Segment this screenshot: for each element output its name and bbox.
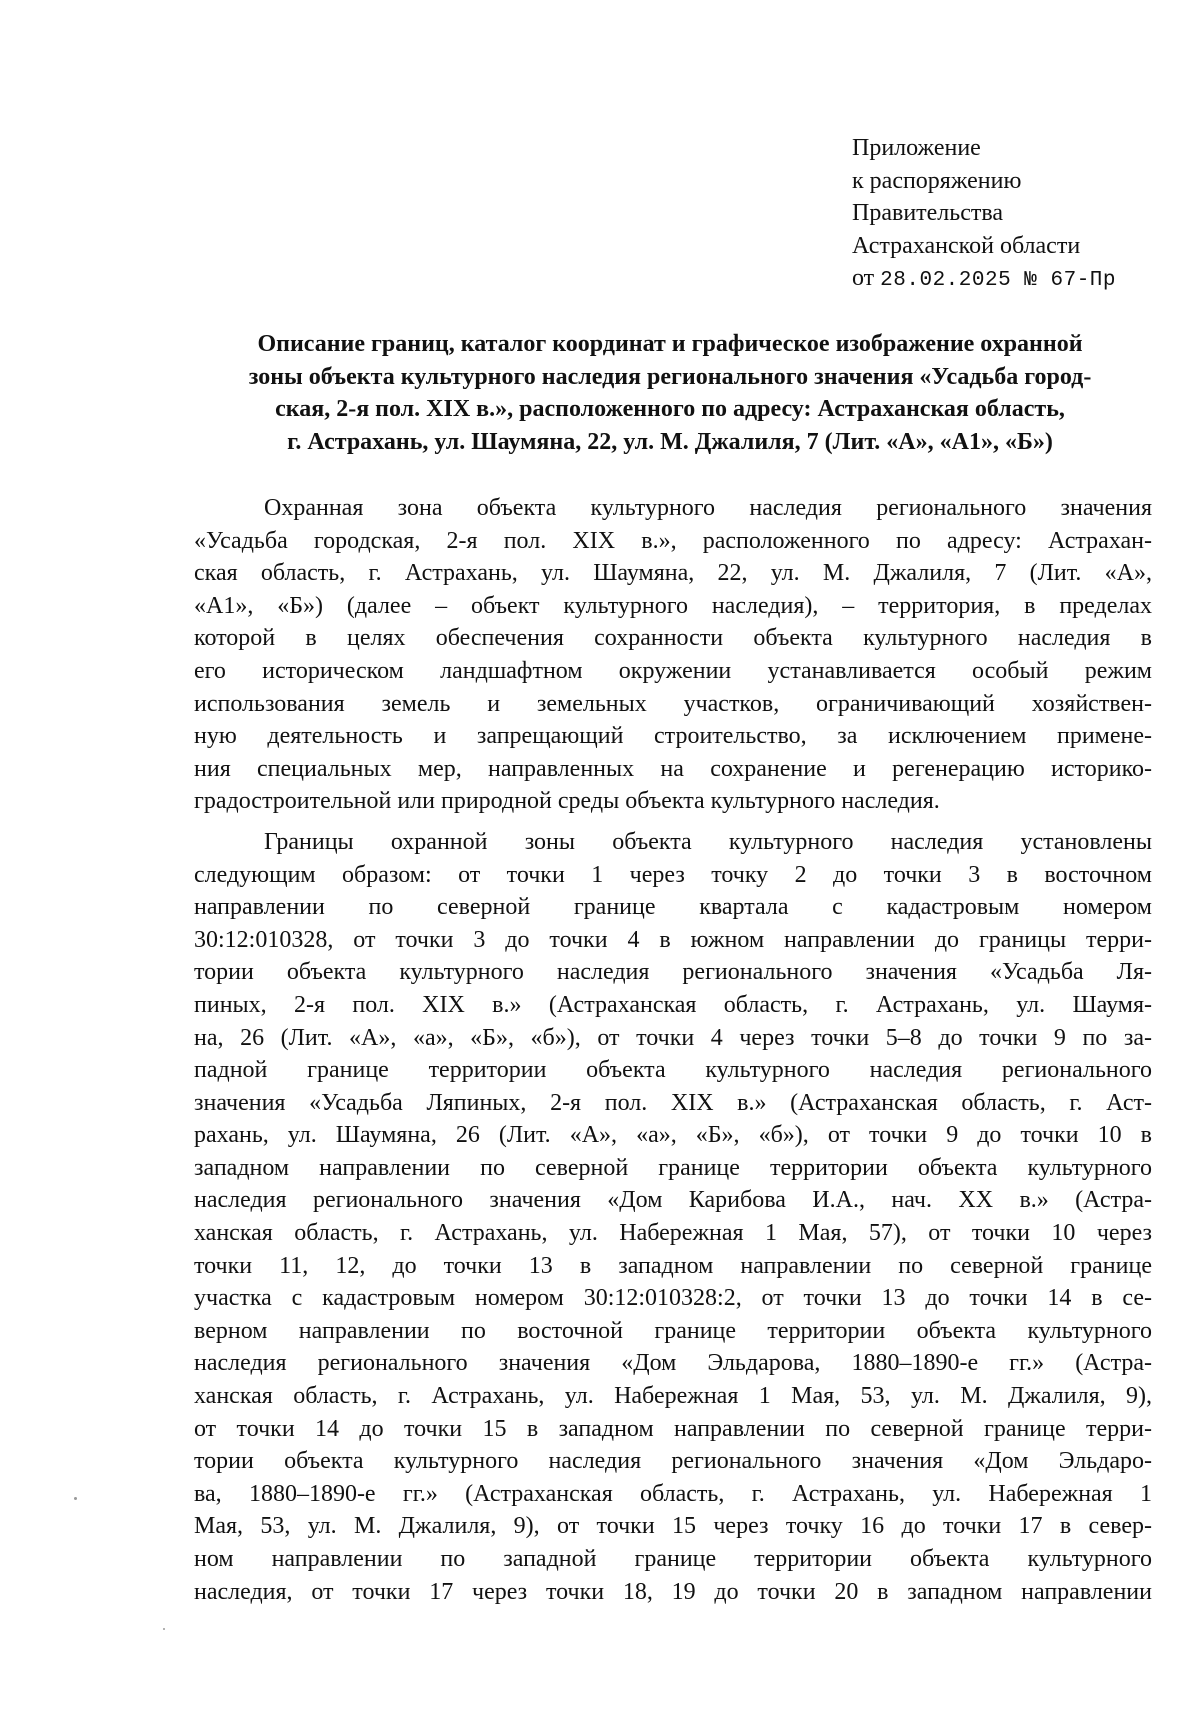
text-line: ханская область, г. Астрахань, ул. Набережная 1 Мая, 53, ул. М. Джалиля, 9), [194, 1383, 1152, 1410]
title-line: ская, 2-я пол. XIX в.», расположенного по адресу: Астраханская область, [275, 396, 1065, 422]
text-line: Границы охранной зоны объекта культурного наследия установлены [264, 828, 1152, 855]
paragraph-2 [194, 826, 1152, 1608]
appendix-line: Правительства [852, 200, 1004, 226]
text-line: тории объекта культурного наследия регионального значения «Усадьба Ля- [194, 959, 1152, 986]
text-line: 30:12:010328, от точки 3 до точки 4 в южном направлении до границы терри- [194, 926, 1152, 953]
text-line: Мая, 53, ул. М. Джалиля, 9), от точки 15 через точку 16 до точки 17 в север- [194, 1513, 1152, 1540]
text-line: падной границе территории объекта культурного наследия регионального [194, 1057, 1152, 1084]
text-line: ном направлении по западной границе территории объекта культурного [194, 1546, 1152, 1572]
text-line: ную деятельность и запрещающий строительство, за исключением примене- [194, 723, 1152, 750]
text-line: рахань, ул. Шаумяна, 26 (Лит. «А», «а», «Б», «б»), от точки 9 до точки 10 в [194, 1122, 1152, 1149]
text-line: значения «Усадьба Ляпиных, 2-я пол. XIX в.» (Астраханская область, г. Аст- [194, 1089, 1152, 1116]
text-line: на, 26 (Лит. «А», «а», «Б», «б»), от точки 4 через точки 5–8 до точки 9 по за- [194, 1024, 1152, 1051]
appendix-date-line [852, 262, 1182, 298]
appendix-line: Приложение [852, 135, 981, 161]
text-line: которой в целях обеспечения сохранности объекта культурного наследия в [194, 625, 1152, 652]
title-line: Описание границ, каталог координат и графическое изображение охранной [257, 331, 1083, 357]
text-line: западном направлении по северной границе территории объекта культурного [194, 1154, 1152, 1181]
text-line: наследия регионального значения «Дом Эльдарова, 1880–1890-е гг.» (Астра- [194, 1350, 1152, 1377]
text-line: Охранная зона объекта культурного наследия регионального значения [264, 495, 1152, 521]
text-line: от точки 14 до точки 15 в западном направлении по северной границе терри- [194, 1415, 1152, 1442]
text-line: точки 11, 12, до точки 13 в западном направлении по северной границе [194, 1252, 1152, 1279]
text-line: ханская область, г. Астрахань, ул. Набережная 1 Мая, 57), от точки 10 через [194, 1220, 1152, 1247]
appendix-line: к распоряжению [852, 167, 1022, 194]
date-prefix: от [852, 265, 875, 291]
text-line: следующим образом: от точки 1 через точку 2 до точки 3 в восточном [194, 861, 1152, 888]
text-line: верном направлении по восточной границе территории объекта культурного [194, 1317, 1152, 1344]
scan-speck [163, 1628, 165, 1630]
appendix-line: Астраханской области [852, 232, 1081, 259]
appendix-header [852, 132, 1182, 298]
title-line: зоны объекта культурного наследия регионального значения «Усадьба город- [248, 363, 1092, 390]
text-line: наследия, от точки 17 через точки 18, 19 до точки 20 в западном направлении [194, 1578, 1152, 1605]
text-line: ния специальных мер, направленных на сохранение и регенерацию историко- [194, 755, 1152, 782]
text-line: ская область, г. Астрахань, ул. Шаумяна, 22, ул. М. Джалиля, 7 (Лит. «А», [194, 560, 1152, 587]
paragraph-gap [194, 818, 1152, 826]
paragraph-1 [194, 492, 1152, 818]
text-line: его историческом ландшафтном окружении устанавливается особый режим [194, 657, 1152, 684]
text-line: наследия регионального значения «Дом Карибова И.А., нач. XX в.» (Астра- [194, 1187, 1152, 1214]
text-line: направлении по северной границе квартала с кадастровым номером [194, 894, 1152, 921]
text-line: ва, 1880–1890-е гг.» (Астраханская область, г. Астрахань, ул. Набережная 1 [194, 1480, 1152, 1507]
text-line: участка с кадастровым номером 30:12:010328:2, от точки 13 до точки 14 в се- [194, 1285, 1152, 1312]
text-line: «А1», «Б») (далее – объект культурного наследия), – территория, в пределах [194, 592, 1152, 619]
text-line: использования земель и земельных участков, ограничивающий хозяйствен- [194, 690, 1152, 717]
date-number: 28.02.2025 № 67-Пр [880, 269, 1117, 292]
text-line: пиных, 2-я пол. XIX в.» (Астраханская область, г. Астрахань, ул. Шаумя- [194, 991, 1152, 1018]
document-title [190, 328, 1150, 458]
document-body [194, 492, 1152, 1608]
title-line: г. Астрахань, ул. Шаумяна, 22, ул. М. Джалиля, 7 (Лит. «А», «А1», «Б») [287, 428, 1053, 455]
text-line: градостроительной или природной среды объекта культурного наследия. [194, 788, 940, 815]
scan-speck [74, 1497, 77, 1500]
text-line: тории объекта культурного наследия регионального значения «Дом Эльдаро- [194, 1448, 1152, 1475]
text-line: «Усадьба городская, 2-я пол. XIX в.», расположенного по адресу: Астрахан- [194, 527, 1152, 554]
